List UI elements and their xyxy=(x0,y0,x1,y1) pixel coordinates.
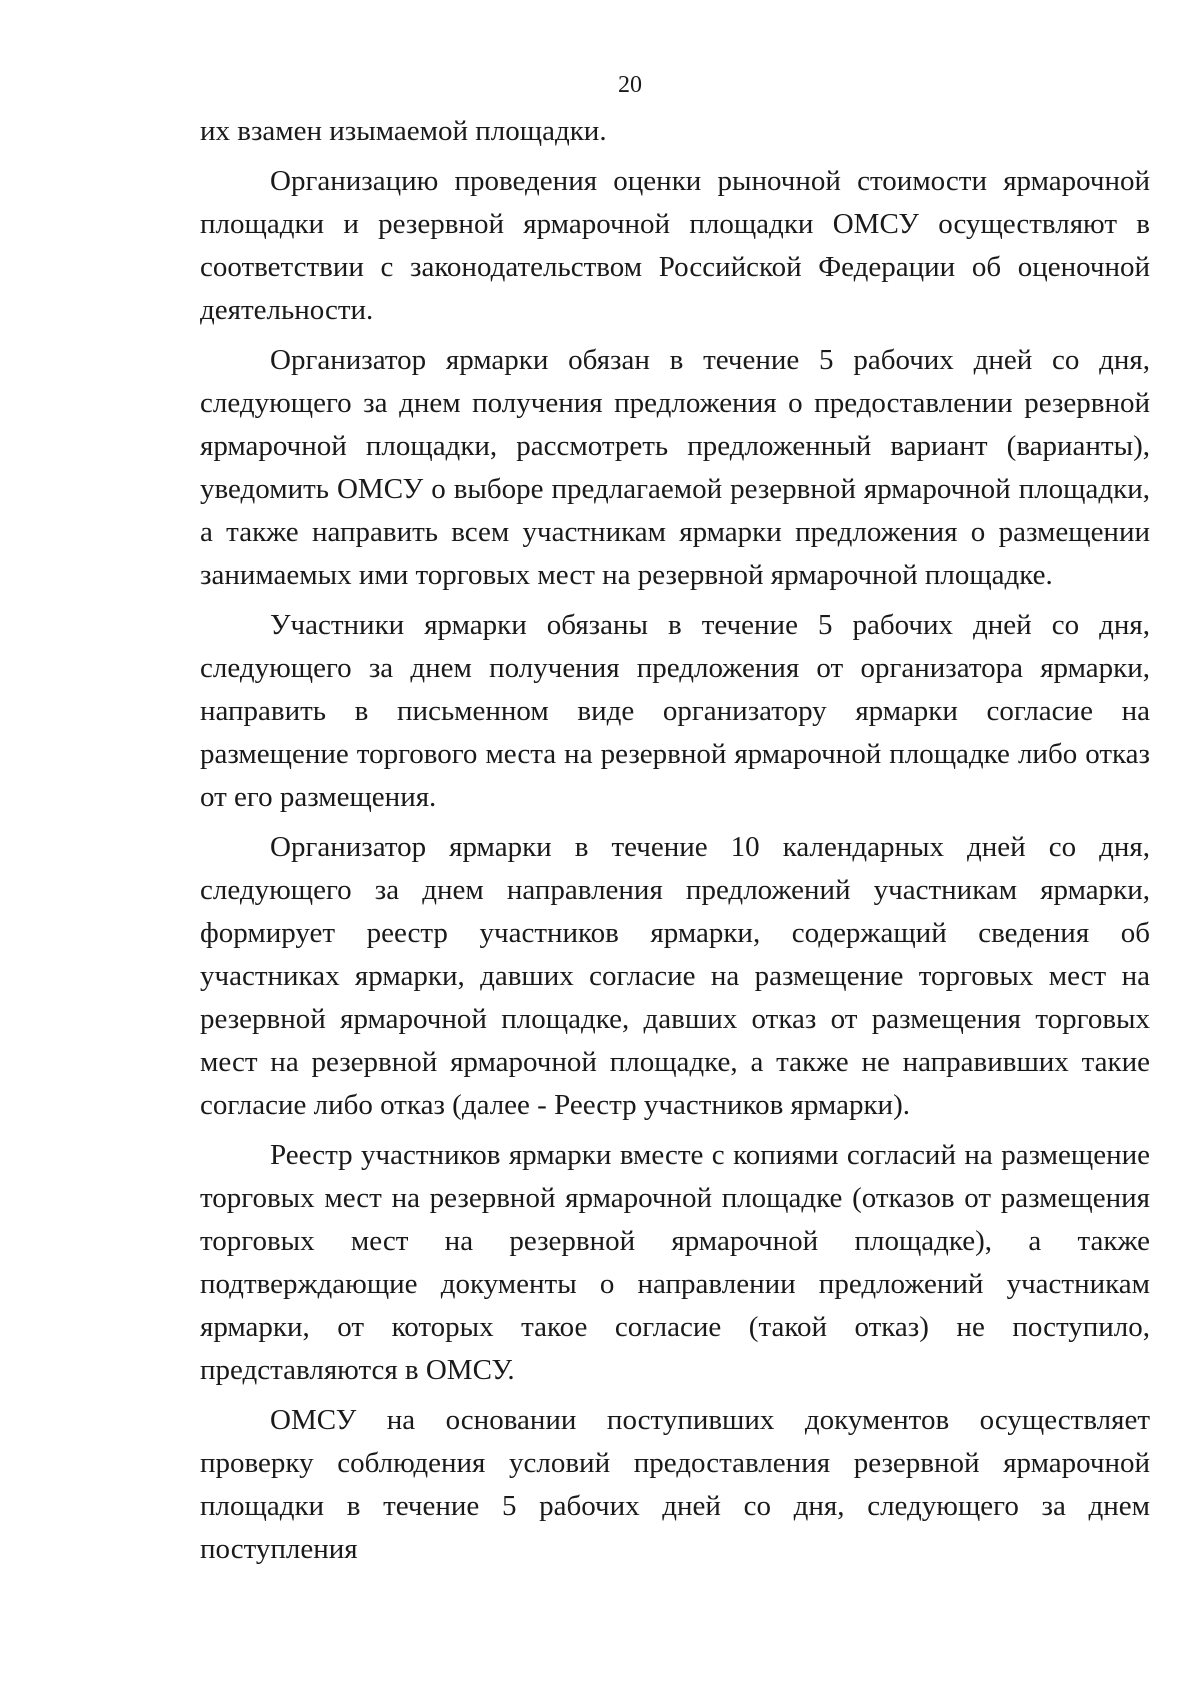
page-number: 20 xyxy=(618,72,642,98)
document-body xyxy=(200,110,1150,1578)
paragraph-participants-obligations: Участники ярмарки обязаны в течение 5 рабочих дней со дня, следующего за днем получения предложения от организатора ярмарки, направить в письменном виде организатору ярмарки согласие на размещение торгового места на резервной ярмарочной площадке либо отказ от его размещения. xyxy=(200,609,1150,813)
paragraph-participants-register: Организатор ярмарки в течение 10 календарных дней со дня, следующего за днем направления предложений участникам ярмарки, формирует реестр участников ярмарки, содержащий сведения об участниках ярмарки, давших согласие на размещение торговых мест на резервной ярмарочной площадке, давших отказ от размещения торговых мест на резервной ярмарочной площадке, а также не направивших такие согласие либо отказ (далее - Реестр участников ярмарки). xyxy=(200,831,1150,1121)
paragraph-market-value-assessment: Организацию проведения оценки рыночной стоимости ярмарочной площадки и резервной ярмарочной площадки ОМСУ осуществляют в соответствии с законодательством Российской Федерации об оценочной деятельности. xyxy=(200,165,1150,326)
paragraph-organizer-obligations: Организатор ярмарки обязан в течение 5 рабочих дней со дня, следующего за днем получения предложения о предоставлении резервной ярмарочной площадки, рассмотреть предложенный вариант (варианты), уведомить ОМСУ о выборе предлагаемой резервной ярмарочной площадки, а также направить всем участникам ярмарки предложения о размещении занимаемых ими торговых мест на резервной ярмарочной площадке. xyxy=(200,344,1150,591)
paragraph-register-submission: Реестр участников ярмарки вместе с копиями согласий на размещение торговых мест на резервной ярмарочной площадке (отказов от размещения торговых мест на резервной ярмарочной площадке), а также подтверждающие документы о направлении предложений участникам ярмарки, от которых такое согласие (такой отказ) не поступило, представляются в ОМСУ. xyxy=(200,1139,1150,1386)
paragraph-omsu-verification: ОМСУ на основании поступивших документов осуществляет проверку соблюдения условий предоставления резервной ярмарочной площадки в течение 5 рабочих дней со дня, следующего за днем поступления xyxy=(200,1404,1150,1565)
paragraph-continuation: их взамен изымаемой площадки. xyxy=(200,115,607,147)
